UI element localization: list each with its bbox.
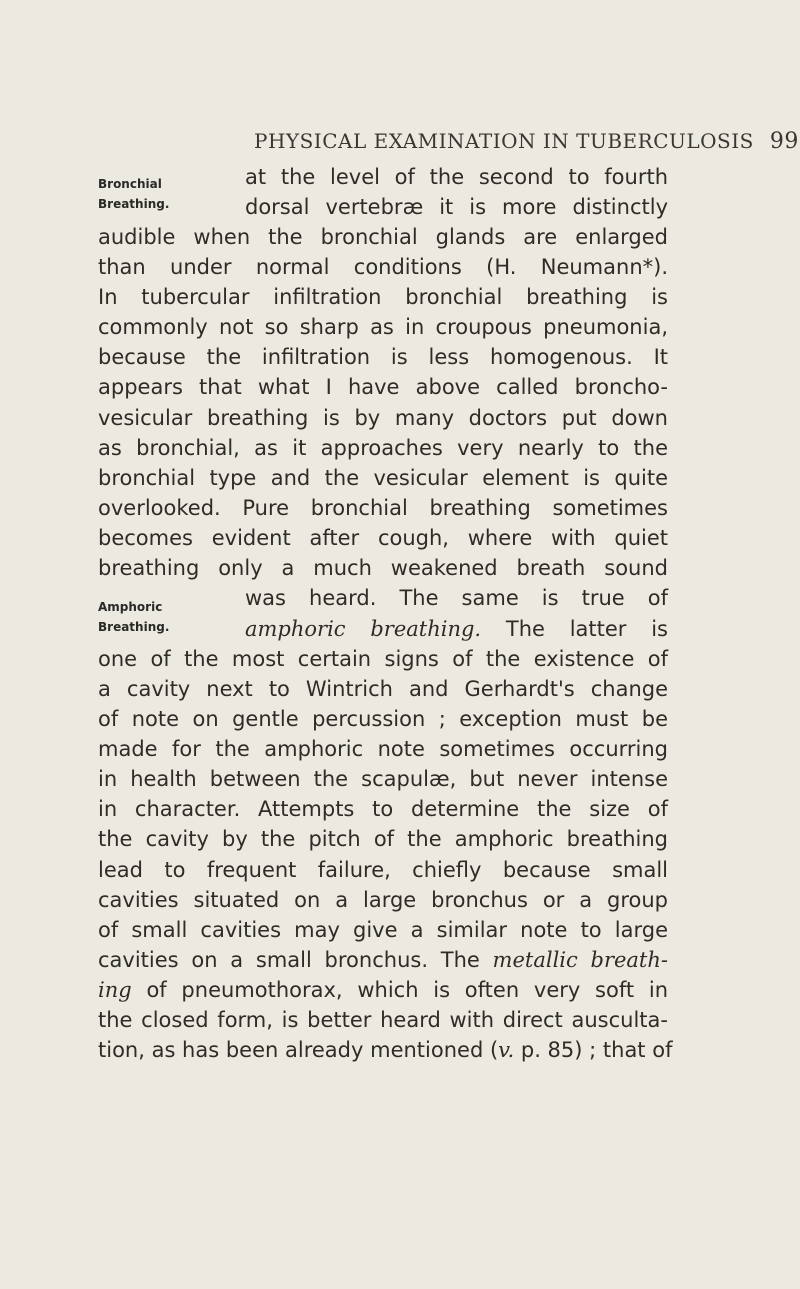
text-line: vesicular breathing is by many doctors put down: [98, 406, 668, 430]
text-segment: tion, as has been already mentioned (: [98, 1038, 499, 1062]
text-line: dorsal vertebræ it is more distinctly: [245, 195, 668, 219]
text-line: bronchial type and the vesicular element is quite: [98, 466, 668, 490]
italic-term: metallic breath-: [492, 948, 668, 972]
running-head-title: PHYSICAL EXAMINATION IN TUBERCULOSIS: [254, 129, 754, 153]
italic-term: ing: [98, 978, 132, 1002]
text-line: lead to frequent failure, chiefly because small: [98, 858, 668, 882]
margin-note-bronchial: [98, 174, 169, 214]
text-line: in character. Attempts to determine the size of: [98, 797, 668, 821]
text-segment: of pneumothorax, which is often very soft in: [131, 978, 668, 1002]
running-head: [254, 129, 799, 154]
text-segment: cavities on a small bronchus. The: [98, 948, 493, 972]
text-line: audible when the bronchial glands are enlarged: [98, 225, 668, 249]
italic-term: v.: [498, 1038, 515, 1062]
italic-term: amphoric breathing.: [245, 617, 482, 641]
text-line: the closed form, is better heard with direct ausculta-: [98, 1008, 668, 1032]
margin-note-line: Breathing.: [98, 197, 170, 211]
text-line: [98, 947, 668, 974]
text-line: appears that what I have above called broncho-: [98, 375, 668, 399]
text-line: at the level of the second to fourth: [245, 165, 668, 189]
text-line: [98, 977, 668, 1004]
text-line: a cavity next to Wintrich and Gerhardt's change: [98, 677, 668, 701]
margin-note-line: Breathing.: [98, 620, 170, 634]
text-line: made for the amphoric note sometimes occurring: [98, 737, 668, 761]
text-line: commonly not so sharp as in croupous pneumonia,: [98, 315, 668, 339]
text-line: than under normal conditions (H. Neumann*).: [98, 255, 668, 279]
text-line: [245, 616, 668, 643]
text-line: of note on gentle percussion ; exception must be: [98, 707, 668, 731]
text-line: cavities situated on a large bronchus or a group: [98, 888, 668, 912]
text-line: one of the most certain signs of the existence of: [98, 647, 668, 671]
text-line: [98, 1037, 673, 1064]
margin-note-line: Bronchial: [98, 177, 162, 191]
text-line: in health between the scapulæ, but never intense: [98, 767, 668, 791]
text-line: In tubercular infiltration bronchial breathing is: [98, 285, 668, 309]
text-line: breathing only a much weakened breath sound: [98, 556, 668, 580]
text-line: becomes evident after cough, where with quiet: [98, 526, 668, 550]
text-line: as bronchial, as it approaches very nearly to the: [98, 436, 668, 460]
text-segment: p. 85) ; that of: [514, 1038, 673, 1062]
text-line: the cavity by the pitch of the amphoric breathing: [98, 827, 668, 851]
text-line: overlooked. Pure bronchial breathing sometimes: [98, 496, 668, 520]
text-segment: The latter is: [481, 617, 668, 641]
text-line: because the infiltration is less homogenous. It: [98, 345, 668, 369]
text-line: was heard. The same is true of: [245, 586, 668, 610]
text-line: of small cavities may give a similar note to large: [98, 918, 668, 942]
margin-note-amphoric: [98, 597, 169, 637]
margin-note-line: Amphoric: [98, 600, 163, 614]
page-number: 99: [769, 129, 799, 154]
